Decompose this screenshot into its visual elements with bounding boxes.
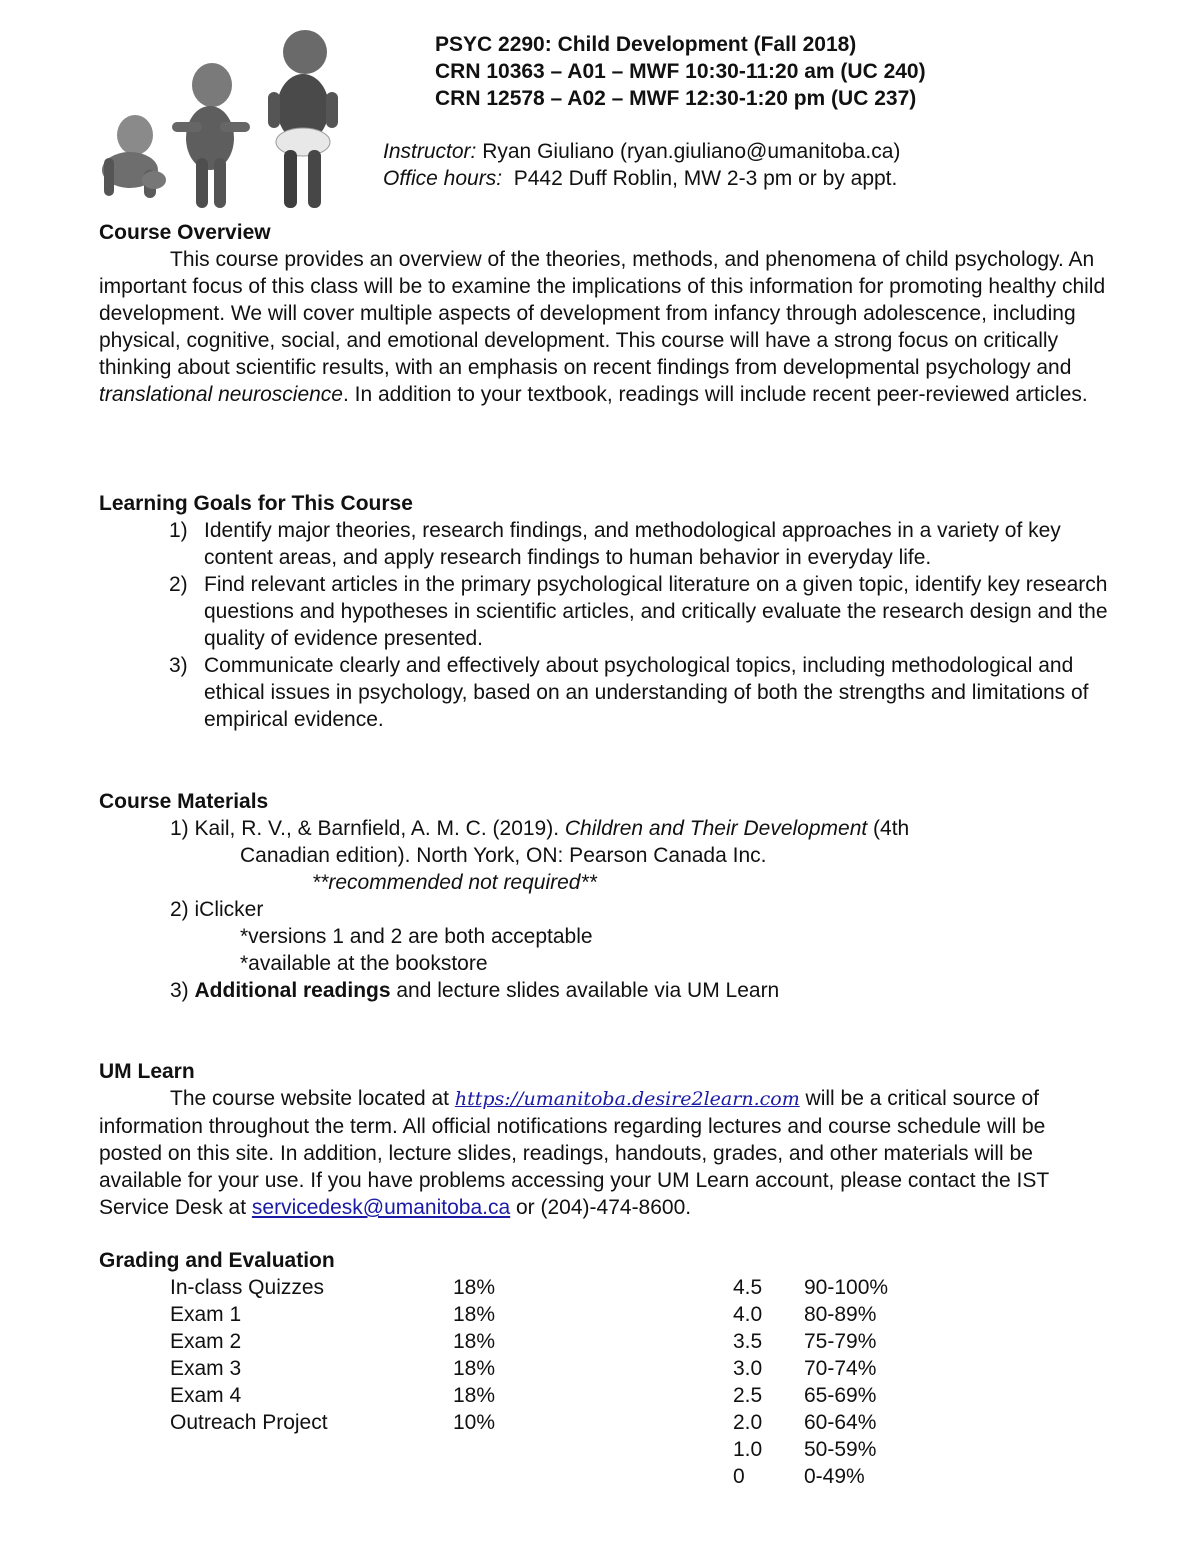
grade-range: 70-74%: [804, 1357, 877, 1380]
component-weight: 18%: [453, 1276, 496, 1299]
component-weight: 18%: [453, 1357, 496, 1380]
grade-range: 80-89%: [804, 1303, 877, 1326]
grade-point: 3.0: [733, 1357, 763, 1380]
crn-section-a02: CRN 12578 – A02 – MWF 12:30-1:20 pm (UC 237): [435, 87, 917, 110]
goal-text: Identify major theories, research findings, and methodological approaches in a variety of key content areas, and apply research findings to human behavior in everyday life.: [204, 519, 1061, 569]
component-name: In-class Quizzes: [170, 1276, 325, 1299]
grading-row: [170, 1382, 930, 1409]
grade-range: 50-59%: [804, 1438, 877, 1461]
overview-text-b: . In addition to your textbook, readings will include recent peer-reviewed articles.: [342, 383, 1088, 406]
um-learn-heading: UM Learn: [99, 1060, 195, 1083]
goal-number: 1): [169, 519, 188, 542]
component-weight: 18%: [453, 1303, 496, 1326]
material-readings: [99, 977, 1109, 1004]
grading-heading-wrap: [99, 1247, 1109, 1274]
course-materials-section: [99, 788, 1109, 1004]
course-title: PSYC 2290: Child Development (Fall 2018): [435, 33, 857, 56]
grade-point: 1.0: [733, 1438, 763, 1461]
component-name: Outreach Project: [170, 1411, 328, 1434]
textbook-title: Children and Their Development: [564, 817, 868, 840]
grading-heading: Grading and Evaluation: [99, 1249, 335, 1272]
grade-range: 65-69%: [804, 1384, 877, 1407]
textbook-publisher: Canadian edition). North York, ON: Pearson Canada Inc.: [240, 844, 767, 867]
learning-goals-section: [99, 490, 1109, 733]
grade-point: 0: [733, 1465, 745, 1488]
goal-text: Find relevant articles in the primary psychological literature on a given topic, identify key research questions and hypotheses in scientific articles, and critically evaluate the research design and the quality of evidence presented.: [204, 573, 1108, 650]
grade-range: 60-64%: [804, 1411, 877, 1434]
standing-baby-figure: [172, 63, 250, 208]
goal-number: 3): [169, 654, 188, 677]
instructor-line: [383, 138, 900, 165]
grade-point: 4.5: [733, 1276, 763, 1299]
um-learn-text-c: or (204)-474-8600.: [510, 1196, 692, 1219]
grade-point: 4.0: [733, 1303, 763, 1326]
component-weight: 10%: [453, 1411, 496, 1434]
iclicker-note-bookstore: *available at the bookstore: [240, 952, 488, 975]
grade-range: 0-49%: [804, 1465, 865, 1488]
walking-baby-figure: [268, 30, 338, 208]
material-iclicker: 2) iClicker: [170, 898, 264, 921]
crawling-baby-figure: [102, 115, 166, 198]
babies-development-image: [100, 30, 360, 215]
textbook-edition: (4th: [867, 817, 910, 840]
goal-number: 2): [169, 573, 188, 596]
component-name: Exam 4: [170, 1384, 242, 1407]
readings-number: 3): [170, 979, 195, 1002]
readings-bold: Additional readings: [194, 979, 391, 1002]
component-weight: 18%: [453, 1384, 496, 1407]
course-overview-section: [99, 219, 1109, 408]
learning-goal-item: [99, 517, 1109, 571]
component-name: Exam 3: [170, 1357, 242, 1380]
learning-goals-list: [99, 517, 1109, 733]
crn-section-a01: CRN 10363 – A01 – MWF 10:30-11:20 am (UC 240): [435, 60, 926, 83]
grading-row: [170, 1355, 930, 1382]
um-learn-text-a: The course website located at: [170, 1087, 455, 1110]
component-weight: 18%: [453, 1330, 496, 1353]
component-name: Exam 1: [170, 1303, 242, 1326]
instructor-label: Instructor:: [383, 140, 477, 163]
instructor-value: Ryan Giuliano (ryan.giuliano@umanitoba.ca): [476, 140, 901, 163]
textbook-note-text: **recommended not required**: [312, 871, 597, 894]
learning-goals-heading: Learning Goals for This Course: [99, 492, 413, 515]
grade-point: 2.5: [733, 1384, 763, 1407]
office-hours-label: Office hours:: [383, 167, 503, 190]
readings-rest: and lecture slides available via UM Learn: [390, 979, 780, 1002]
textbook-note: [99, 869, 1109, 896]
course-overview-text: [99, 246, 1109, 408]
textbook-authors: 1) Kail, R. V., & Barnfield, A. M. C. (2019).: [170, 817, 565, 840]
grading-row: [170, 1274, 930, 1301]
grading-table: [170, 1274, 930, 1490]
overview-text-italic: translational neuroscience: [99, 383, 343, 406]
office-hours-line: [383, 165, 900, 192]
grading-row: [170, 1328, 930, 1355]
grade-range: 90-100%: [804, 1276, 889, 1299]
grading-row: [170, 1409, 930, 1436]
learning-goal-item: [99, 652, 1109, 733]
grading-row: [170, 1463, 930, 1490]
component-name: Exam 2: [170, 1330, 242, 1353]
instructor-info: [383, 138, 900, 192]
um-learn-section: [99, 1058, 1109, 1221]
course-overview-heading: Course Overview: [99, 221, 271, 244]
course-header: [435, 31, 926, 112]
service-desk-email-link[interactable]: servicedesk@umanitoba.ca: [251, 1196, 511, 1219]
course-materials-heading: Course Materials: [99, 790, 269, 813]
learning-goal-item: [99, 571, 1109, 652]
um-learn-text-b: will be a critical source of information throughout the term. All official notifications regarding lectures and course schedule will be posted on this site. In addition, lecture slides, readings, handouts, grades, and other materials will be available for your use. If you have problems accessing your UM Learn account, please contact the IST Service Desk at: [99, 1087, 1049, 1219]
overview-text-a: This course provides an overview of the theories, methods, and phenomena of child psychology. An important focus of this class will be to examine the implications of this information for promoting healthy child development. We will cover multiple aspects of development from infancy through adolescence, including physical, cognitive, social, and emotional development. This course will have a strong focus on critically thinking about scientific results, with an emphasis on recent findings from developmental psychology and: [99, 248, 1106, 379]
grading-row: [170, 1301, 930, 1328]
grading-row: [170, 1436, 930, 1463]
material-textbook: [99, 815, 1109, 842]
office-hours-value: P442 Duff Roblin, MW 2-3 pm or by appt.: [502, 167, 898, 190]
grade-range: 75-79%: [804, 1330, 877, 1353]
um-learn-text: [99, 1085, 1109, 1221]
goal-text: Communicate clearly and effectively about psychological topics, including methodological and ethical issues in psychology, based on an understanding of both the strengths and limitations of empirical evidence.: [204, 654, 1089, 731]
iclicker-note-versions: *versions 1 and 2 are both acceptable: [240, 925, 593, 948]
um-learn-website-link[interactable]: https://umanitoba.desire2learn.com: [454, 1088, 800, 1110]
grade-point: 3.5: [733, 1330, 763, 1353]
grade-point: 2.0: [733, 1411, 763, 1434]
